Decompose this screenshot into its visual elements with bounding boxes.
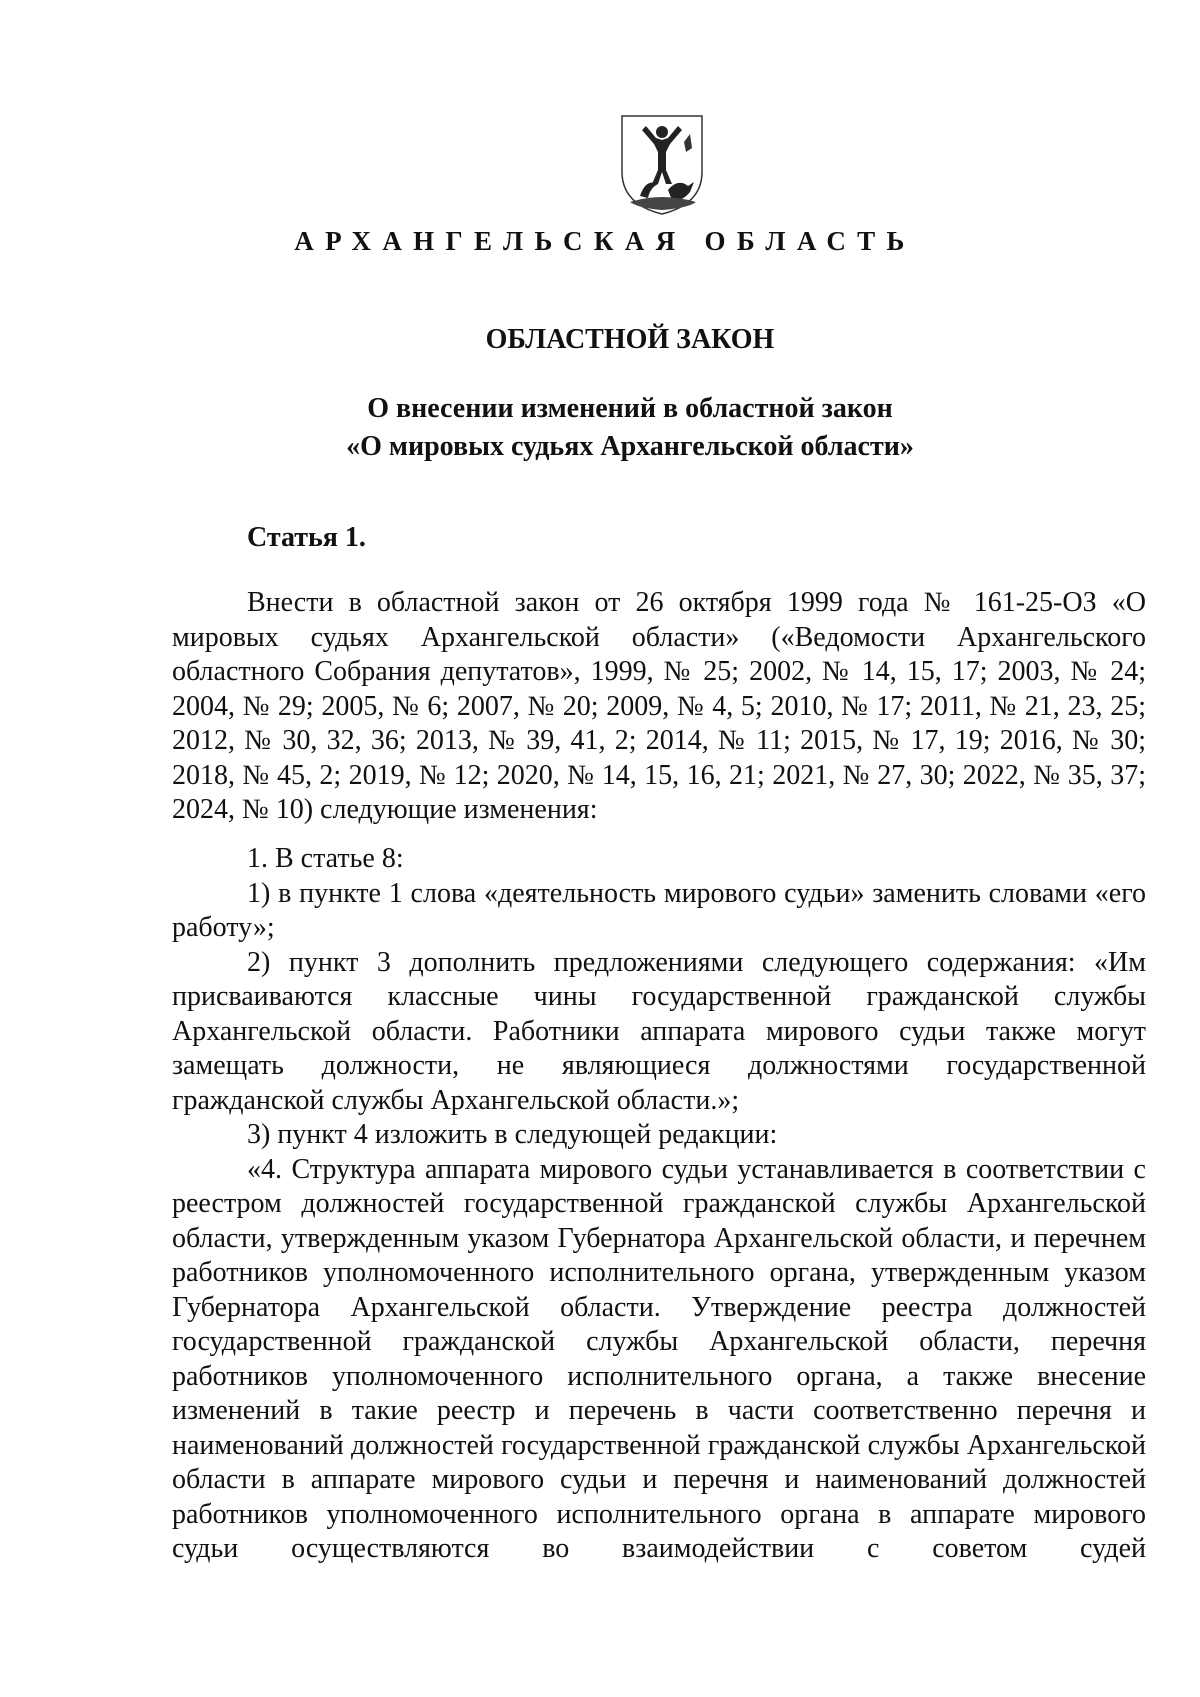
article-intro-block — [172, 586, 1146, 828]
coat-of-arms-icon — [616, 112, 708, 216]
law-title-line-1: О внесении изменений в областной закон — [367, 393, 893, 424]
amendment-subitem-3: 3) пункт 4 изложить в следующей редакции: — [247, 1119, 778, 1150]
law-title — [0, 390, 1200, 466]
region-name: АРХАНГЕЛЬСКАЯ ОБЛАСТЬ — [294, 226, 916, 256]
article-intro-paragraph: Внести в областной закон от 26 октября 1999 года № 161-25-ОЗ «О мировых судьях Архангельской области» («Ведомости Архангельского областного Собрания депутатов», 1999, № 25; 2002, № 14, 15, 17; 2003, № 24; 2004, № 29; 2005, № 6; 2007, № 20; 2009, № 4, 5; 2010, № 17; 2011, № 21, 23, 25; 2012, № 30, 32, 36; 2013, № 39, 41, 2; 2014, № 11; 2015, № 17, 19; 2016, № 30; 2018, № 45, 2; 2019, № 12; 2020, № 14, 15, 16, 21; 2021, № 27, 30; 2022, № 35, 37; 2024, № 10) следующие изменения: — [172, 587, 1146, 825]
amendment-subitem-1: 1) в пункте 1 слова «деятельность мирового судьи» заменить словами «его работу»; — [172, 877, 1146, 943]
amendment-subitem-2: 2) пункт 3 дополнить предложениями следующего содержания: «Им присваиваются классные чины государственной гражданской службы Архангельской области. Работники аппарата мирового судьи также могут замещать должности, не являющиеся должностями государственной гражданской службы Архангельской области.»; — [172, 946, 1146, 1116]
law-kind: ОБЛАСТНОЙ ЗАКОН — [485, 324, 775, 355]
amendments-block — [172, 842, 1146, 1567]
amendment-item-1: 1. В статье 8: — [247, 843, 404, 874]
article-heading: Статья 1. — [247, 522, 366, 553]
amendment-quote-point-4: «4. Структура аппарата мирового судьи устанавливается в соответствии с реестром должностей государственной гражданской службы Архангельской области, утвержденным указом Губернатора Архангельской области, и перечнем работников уполномоченного исполнительного органа, утвержденным указом Губернатора Архангельской области. Утверждение реестра должностей государственной гражданской службы Архангельской области, перечня работников уполномоченного исполнительного органа, а также внесение изменений в такие реестр и перечень в части соответственно перечня и наименований должностей государственной гражданской службы Архангельской области в аппарате мирового судьи и перечня и наименований должностей работников уполномоченного исполнительного органа в аппарате мирового судьи осуществляются во взаимодействии с советом судей — [172, 1153, 1146, 1564]
law-title-line-2: «О мировых судьях Архангельской области» — [346, 431, 914, 462]
